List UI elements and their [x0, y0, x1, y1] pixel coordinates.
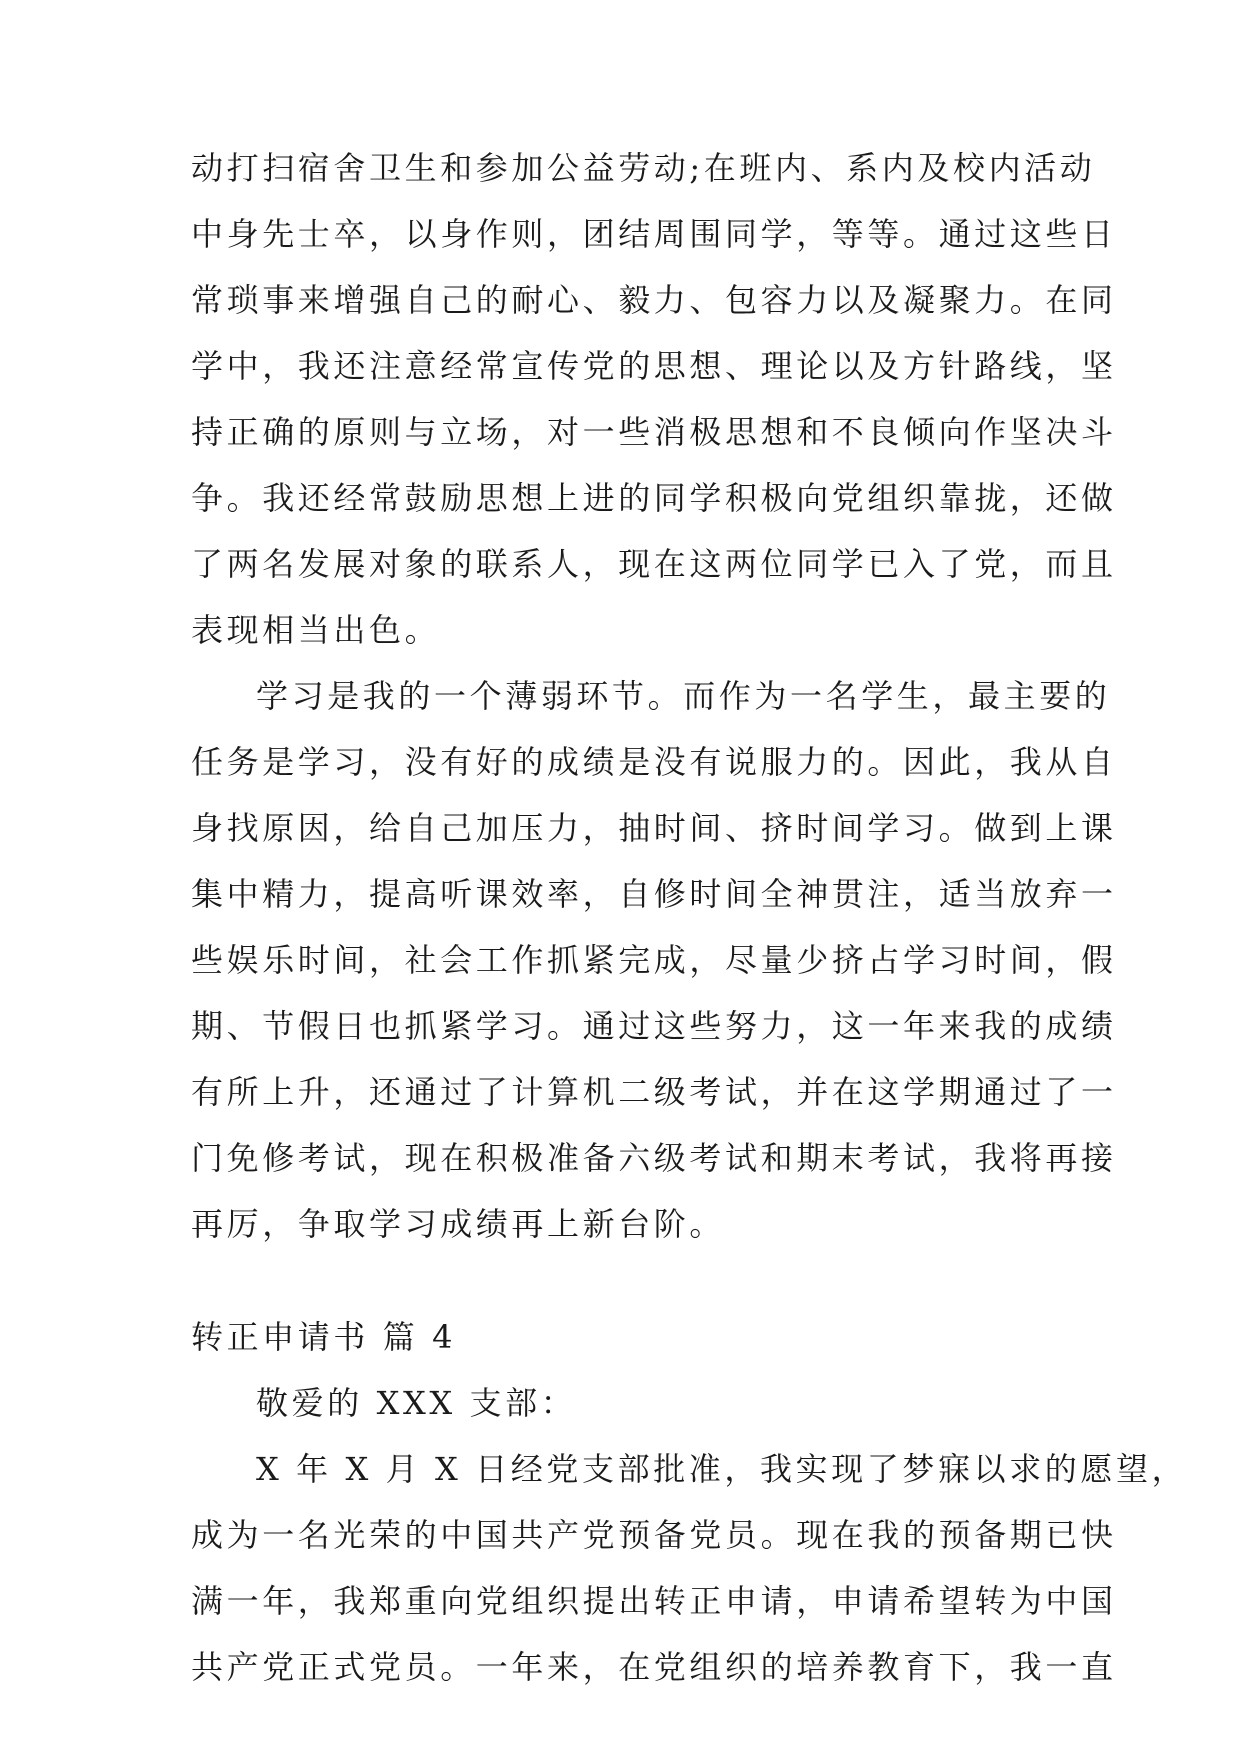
paragraph-2-line: 门免修考试，现在积极准备六级考试和期末考试，我将再接: [191, 1139, 1117, 1177]
salutation: 敬爱的 XXX 支部：: [256, 1384, 577, 1422]
paragraph-2-line: 任务是学习，没有好的成绩是没有说服力的。因此，我从自: [191, 743, 1117, 781]
paragraph-1-line: 中身先士卒，以身作则，团结周围同学，等等。通过这些日: [191, 215, 1117, 253]
paragraph-1-line: 持正确的原则与立场，对一些消极思想和不良倾向作坚决斗: [191, 413, 1117, 451]
paragraph-2-line: 集中精力，提高听课效率，自修时间全神贯注，适当放弃一: [191, 875, 1117, 913]
paragraph-3-line: 满一年，我郑重向党组织提出转正申请，申请希望转为中国: [191, 1582, 1117, 1620]
paragraph-2-line: 身找原因，给自己加压力，抽时间、挤时间学习。做到上课: [191, 809, 1117, 847]
paragraph-1-line: 表现相当出色。: [191, 611, 441, 649]
paragraph-1-line: 了两名发展对象的联系人，现在这两位同学已入了党，而且: [191, 545, 1117, 583]
paragraph-3-line: X 年 X 月 X 日经党支部批准，我实现了梦寐以求的愿望，: [256, 1450, 1188, 1488]
paragraph-3-line: 成为一名光荣的中国共产党预备党员。现在我的预备期已快: [191, 1516, 1117, 1554]
paragraph-2-line: 期、节假日也抓紧学习。通过这些努力，这一年来我的成绩: [191, 1007, 1117, 1045]
paragraph-1-line: 争。我还经常鼓励思想上进的同学积极向党组织靠拢，还做: [191, 479, 1117, 517]
paragraph-1-line: 学中，我还注意经常宣传党的思想、理论以及方针路线，坚: [191, 347, 1117, 385]
paragraph-2-line: 有所上升，还通过了计算机二级考试，并在这学期通过了一: [191, 1073, 1117, 1111]
paragraph-2-line: 再厉，争取学习成绩再上新台阶。: [191, 1205, 726, 1243]
paragraph-1-line: 动打扫宿舍卫生和参加公益劳动;在班内、系内及校内活动: [191, 149, 1096, 187]
paragraph-1-line: 常琐事来增强自己的耐心、毅力、包容力以及凝聚力。在同: [191, 281, 1117, 319]
paragraph-2-line: 学习是我的一个薄弱环节。而作为一名学生，最主要的: [256, 677, 1111, 715]
paragraph-3-line: 共产党正式党员。一年来，在党组织的培养教育下，我一直: [191, 1648, 1117, 1686]
paragraph-2-line: 些娱乐时间，社会工作抓紧完成，尽量少挤占学习时间，假: [191, 941, 1117, 979]
section-title: 转正申请书 篇 4: [191, 1318, 457, 1356]
